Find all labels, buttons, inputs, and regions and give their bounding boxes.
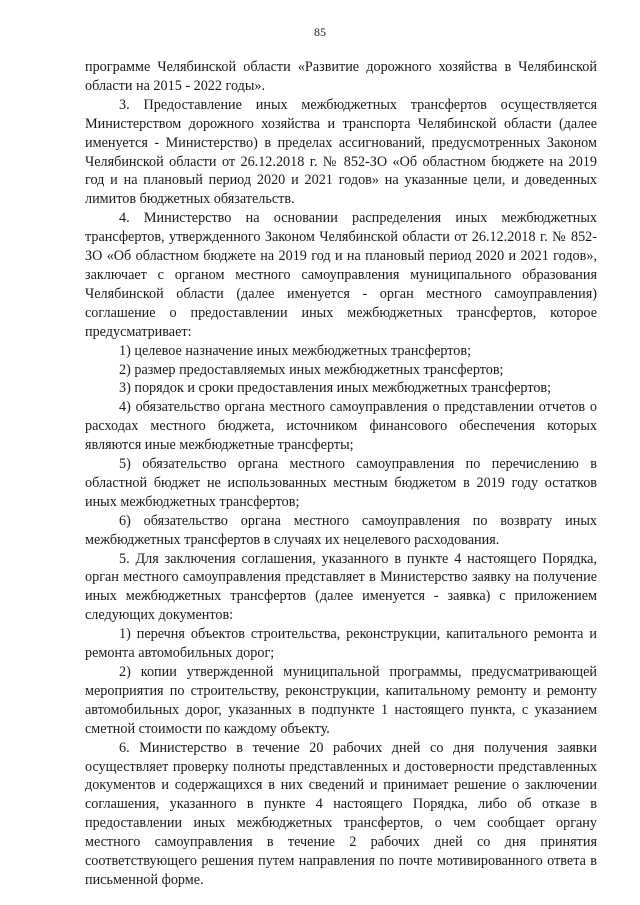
subitem-4-4: 4) обязательство органа местного самоуправления о представлении отчетов о расходах местного бюджета, источником финансового обеспечения которых являются иные межбюджетные трансферты;	[85, 399, 597, 454]
paragraph-continuation: программе Челябинской области «Развитие дорожного хозяйства в Челябинской области на 2015 - 2022 годы».	[85, 59, 597, 94]
subitem-5-2: 2) копии утвержденной муниципальной программы, предусматривающей мероприятия по строительству, реконструкции, капитальному ремонту и ремонту автомобильных дорог, указанных в подпункте 1 настоящего пункта, с указанием сметной стоимости по каждому объекту.	[85, 664, 597, 737]
document-body	[85, 58, 597, 890]
subitem-4-1: 1) целевое назначение иных межбюджетных трансфертов;	[119, 342, 472, 359]
paragraph-item-5: 5. Для заключения соглашения, указанного в пункте 4 настоящего Порядка, орган местного самоуправления представляет в Министерство заявку на получение иных межбюджетных трансфертов (далее именуется - заявка) с приложением следующих документов:	[85, 550, 597, 624]
subitem-4-2: 2) размер предоставляемых иных межбюджетных трансфертов;	[119, 361, 504, 378]
paragraph-item-6: 6. Министерство в течение 20 рабочих дней со дня получения заявки осуществляет проверку полноты представленных и достоверности представленных документов и содержащихся в них сведений и принимает решение о заключении соглашения, указанного в пункте 4 настоящего Порядка, либо об отказе в предоставлении иных межбюджетных трансфертов, о чем сообщает органу местного самоуправления в течение 2 рабочих дней со дня принятия соответствующего решения путем направления по почте мотивированного ответа в письменной форме.	[85, 739, 597, 888]
subitem-4-5: 5) обязательство органа местного самоуправления по перечислению в областной бюджет не использованных местным бюджетом в 2019 году остатков иных межбюджетных трансфертов;	[85, 456, 597, 510]
page-number: 85	[314, 25, 326, 39]
subitem-5-1: 1) перечня объектов строительства, реконструкции, капитального ремонта и ремонта автомобильных дорог;	[85, 626, 597, 662]
subitem-4-3: 3) порядок и сроки предоставления иных межбюджетных трансфертов;	[119, 380, 552, 397]
paragraph-item-3: 3. Предоставление иных межбюджетных трансфертов осуществляется Министерством дорожного хозяйства и транспорта Челябинской области (далее именуется - Министерство) в пределах ассигнований, предусмотренных Законом Челябинской области от 26.12.2018 г. № 852-ЗО «Об областном бюджете на 2019 год и на плановый период 2020 и 2021 годов» на указанные цели, и доведенных лимитов бюджетных обязательств.	[85, 96, 597, 208]
paragraph-item-4: 4. Министерство на основании распределения иных межбюджетных трансфертов, утвержденного Законом Челябинской области от 26.12.2018 г. № 852-ЗО «Об областном бюджете на 2019 год и на плановый период 2020 и 2021 годов», заключает с органом местного самоуправления муниципального образования Челябинской области (далее именуется - орган местного самоуправления) соглашение о предоставлении иных межбюджетных трансфертов, которое предусматривает:	[85, 210, 597, 340]
subitem-4-6: 6) обязательство органа местного самоуправления по возврату иных межбюджетных трансфертов в случаях их нецелевого расходования.	[85, 512, 597, 548]
